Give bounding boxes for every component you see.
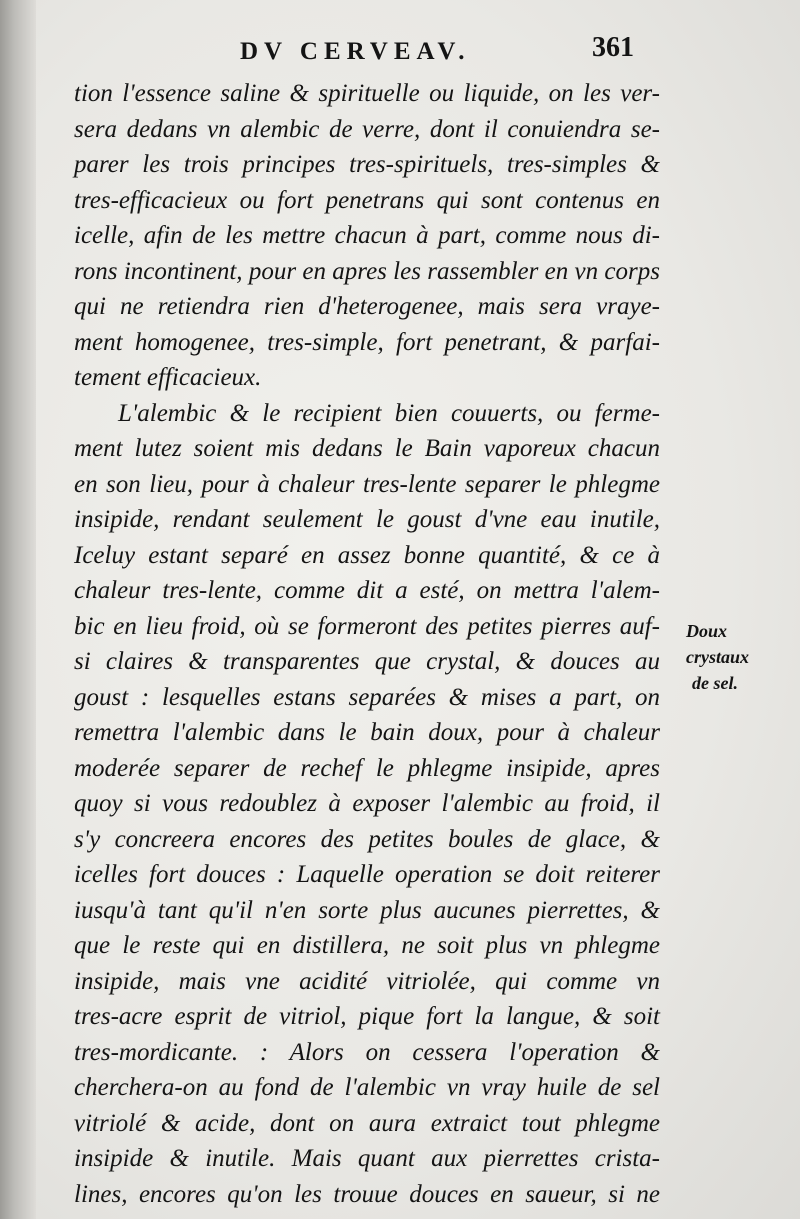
text-line: remettra l'alembic dans le bain doux, pour à chaleur <box>74 719 660 746</box>
text-line: insipide, rendant seulement le goust d'vne eau inutile, <box>74 506 660 533</box>
text-line: s'y concreera encores des petites boules de glace, & <box>74 825 660 853</box>
body-text <box>74 76 660 1212</box>
text-line: icelles fort douces : Laquelle operation se doit reiterer <box>74 861 660 888</box>
text-line: rons incontinent, pour en apres les rassembler en vn corps <box>74 257 660 285</box>
text-line: si claires & transparentes que crystal, & douces au <box>74 648 660 675</box>
text-line: en son lieu, pour à chaleur tres-lente separer le phlegme <box>74 470 660 498</box>
text-line: sera dedans vn alembic de verre, dont il conuiendra se- <box>74 115 660 143</box>
text-line: lines, encores qu'on les trouue douces en saueur, si ne <box>74 1180 660 1208</box>
text-line: iusqu'à tant qu'il n'en sorte plus aucunes pierrettes, & <box>74 896 660 924</box>
text-line: insipide, mais vne acidité vitriolée, qui comme vn <box>74 967 660 995</box>
text-line: tement efficacieux. <box>74 364 262 391</box>
text-line: tres-acre esprit de vitriol, pique fort la langue, & soit <box>74 1003 660 1030</box>
text-line: parer les trois principes tres-spirituels, tres-simples & <box>74 151 660 178</box>
text-line: vitriolé & acide, dont on aura extraict tout phlegme <box>74 1109 660 1137</box>
text-line: ment homogenee, tres-simple, fort penetrant, & parfai- <box>74 328 660 356</box>
text-line: ment lutez soient mis dedans le Bain vaporeux chacun <box>74 435 660 462</box>
text-line: moderée separer de rechef le phlegme insipide, apres <box>74 754 660 782</box>
text-line: tres-efficacieux ou fort penetrans qui sont contenus en <box>74 186 660 214</box>
paragraph-start-line: L'alembic & le recipient bien couuerts, ou ferme- <box>118 399 660 427</box>
text-line: qui ne retiendra rien d'heterogenee, mais sera vraye- <box>74 293 660 320</box>
text-line: Iceluy estant separé en assez bonne quantité, & ce à <box>74 541 660 569</box>
text-line: quoy si vous redoublez à exposer l'alembic au froid, il <box>74 790 660 817</box>
text-line: goust : lesquelles estans separées & mises a part, on <box>74 683 660 711</box>
marginal-note <box>686 618 786 696</box>
text-line: bic en lieu froid, où se formeront des petites pierres auf- <box>74 612 660 640</box>
marginal-note-line: Doux <box>686 621 728 641</box>
text-line: tion l'essence saline & spirituelle ou liquide, on les ver- <box>74 80 660 107</box>
page-gutter-shadow <box>0 0 36 1219</box>
text-line: que le reste qui en distillera, ne soit plus vn phlegme <box>74 932 660 959</box>
text-line: insipide & inutile. Mais quant aux pierrettes crista- <box>74 1145 660 1172</box>
marginal-note-line: de sel. <box>692 673 738 693</box>
page-number: 361 <box>592 32 634 63</box>
text-line: icelle, afin de les mettre chacun à part, comme nous di- <box>74 222 660 249</box>
text-line: tres-mordicante. : Alors on cessera l'operation & <box>74 1038 660 1066</box>
text-line: cherchera-on au fond de l'alembic vn vray huile de sel <box>74 1074 660 1101</box>
marginal-note-line: crystaux <box>686 647 749 667</box>
text-line: chaleur tres-lente, comme dit a esté, on mettra l'alem- <box>74 577 660 604</box>
running-title: DV CERVEAV. <box>240 38 471 65</box>
